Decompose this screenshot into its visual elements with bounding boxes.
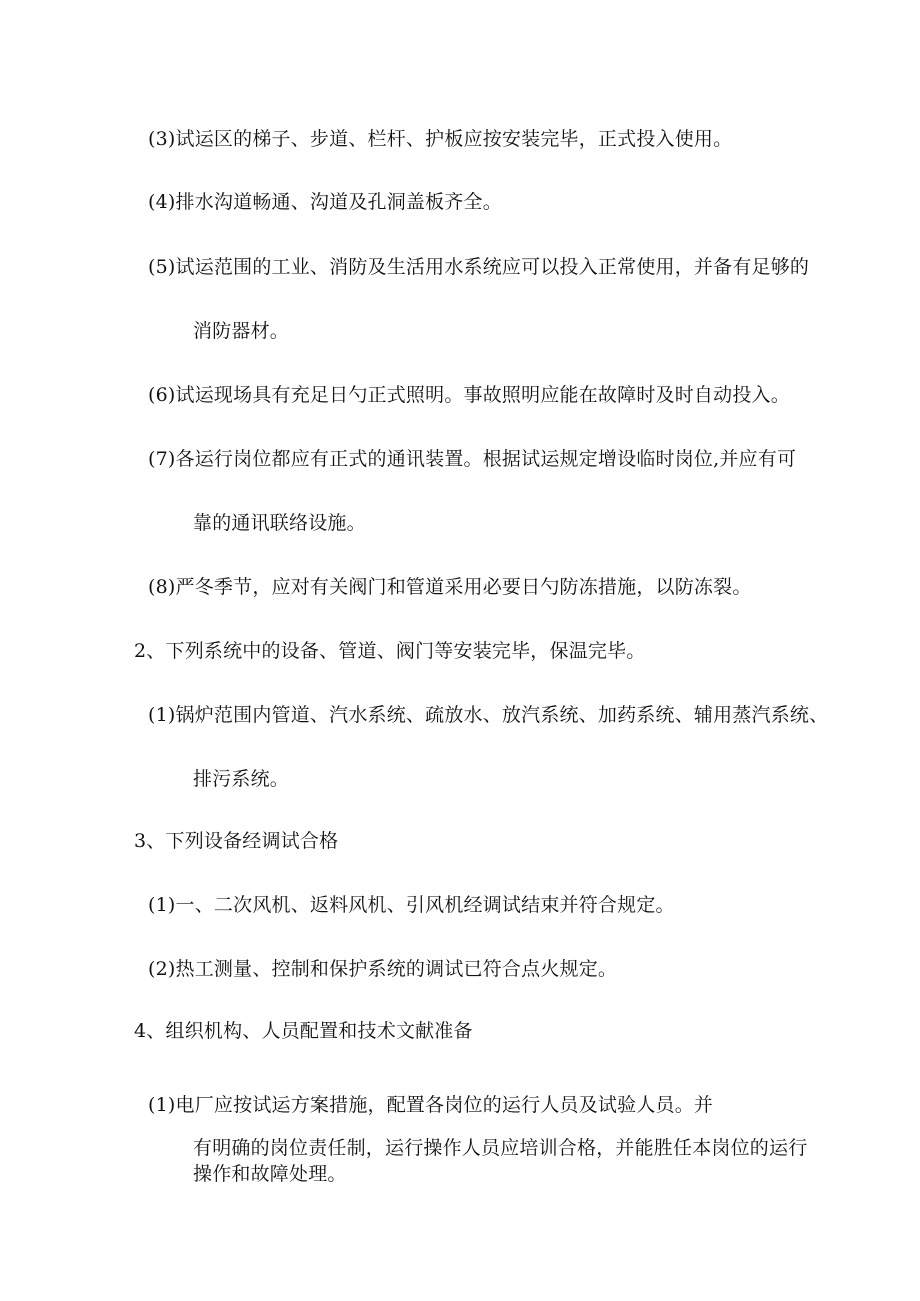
- list-item: [148, 893, 675, 917]
- item-text: 试运区的梯子、步道、栏杆、护板应按安装完毕，正式投入使用。: [175, 128, 733, 150]
- item-number: (3): [148, 128, 176, 150]
- item-continuation: 有明确的岗位责任制，运行操作人员应培训合格，并能胜任本岗位的运行: [193, 1137, 808, 1159]
- item-continuation: 操作和故障处理。: [193, 1163, 347, 1185]
- list-item: [148, 957, 617, 981]
- item-number: (2): [148, 958, 176, 980]
- item-text: 热工测量、控制和保护系统的调试已符合点火规定。: [175, 958, 618, 980]
- item-text: 电厂应按试运方案措施，配置各岗位的运行人员及试验人员。并: [175, 1094, 714, 1116]
- item-text: 严冬季节，应对有关阀门和管道采用必要日勺防冻措施，以防冻裂。: [175, 576, 752, 598]
- item-number: (8): [148, 576, 176, 598]
- section-heading: 2、下列系统中的设备、管道、阀门等安装完毕，保温完毕。: [134, 640, 646, 662]
- list-item: [148, 383, 790, 407]
- item-text: 各运行岗位都应有正式的通讯装置。根据试运规定增设临时岗位,并应有可: [175, 448, 797, 470]
- item-number: (1): [148, 894, 176, 916]
- item-continuation: 排污系统。: [193, 768, 290, 790]
- item-number: (5): [148, 256, 176, 278]
- item-continuation: 消防器材。: [193, 320, 290, 342]
- item-number: (1): [148, 1094, 176, 1116]
- item-number: (7): [148, 448, 176, 470]
- list-item: [148, 190, 502, 214]
- item-text: 试运范围的工业、消防及生活用水系统应可以投入正常使用，并备有足够的: [175, 256, 810, 278]
- list-item: [148, 255, 809, 279]
- item-text: 一、二次风机、返料风机、引风机经调试结束并符合规定。: [175, 894, 675, 916]
- item-text: 试运现场具有充足日勺正式照明。事故照明应能在故障时及时自动投入。: [175, 384, 790, 406]
- list-item: [148, 703, 828, 727]
- item-number: (6): [148, 384, 176, 406]
- item-text: 排水沟道畅通、沟道及孔洞盖板齐全。: [175, 191, 502, 213]
- list-item: [148, 127, 732, 151]
- list-item: [148, 1093, 713, 1117]
- list-item: [148, 447, 796, 471]
- item-number: (4): [148, 191, 176, 213]
- item-text: 锅炉范围内管道、汽水系统、疏放水、放汽系统、加药系统、辅用蒸汽系统、: [175, 704, 829, 726]
- list-item: [148, 575, 752, 599]
- item-number: (1): [148, 704, 176, 726]
- item-continuation: 靠的通讯联络设施。: [193, 512, 366, 534]
- section-heading: 3、下列设备经调试合格: [134, 830, 339, 852]
- section-heading: 4、组织机构、人员配置和技术文献准备: [134, 1020, 473, 1042]
